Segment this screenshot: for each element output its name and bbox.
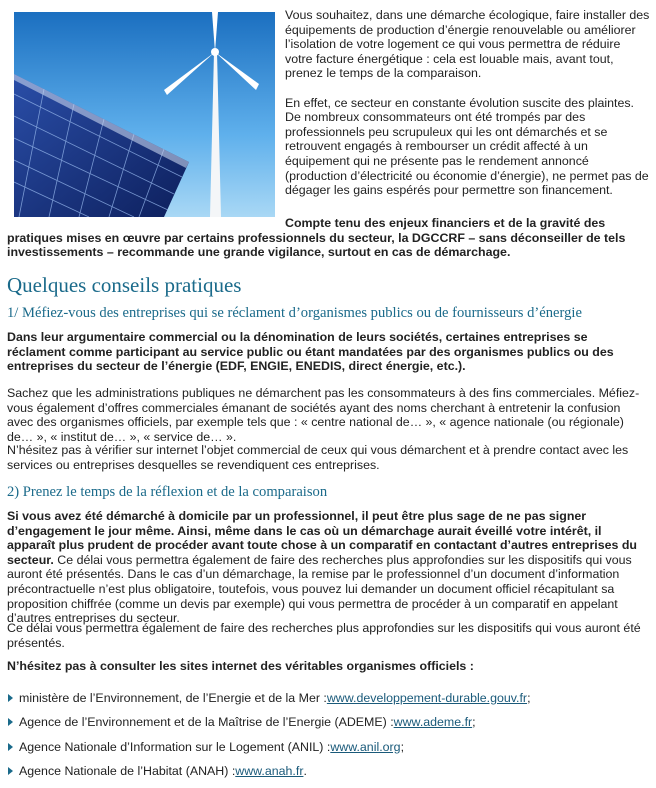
list-item <box>7 764 647 779</box>
link-label: Agence Nationale de l’Habitat (ANAH) : <box>19 764 236 778</box>
link-ademe[interactable]: www.ademe.fr <box>393 715 473 729</box>
intro-text <box>285 8 650 212</box>
list-item <box>7 739 647 754</box>
list-item <box>7 715 647 730</box>
link-end: ; <box>400 739 405 754</box>
s2-paragraph-2: Ce délai vous permettra également de faire des recherches plus approfondies sur les dispositifs qui vous auront été présentés. <box>7 621 641 650</box>
bullet-arrow-icon <box>8 718 13 726</box>
s2-sites-intro: N’hésitez pas à consulter les sites internet des véritables organismes officiels : <box>7 659 474 673</box>
s1-paragraph-1: Sachez que les administrations publiques ne démarchent pas les consommateurs à des fins commerciales. Méfiez-vous également d’offres commerciales émanant de sociétés ayant des noms cherchant à entretenir la confusion avec des organismes officiels, par exemple tels que : « centre national de… », « agence nationale (ou régionale) de… », « institut de… », « service de… ». <box>7 386 640 444</box>
bullet-arrow-icon <box>8 694 13 702</box>
link-label: Agence Nationale d’Information sur le Logement (ANIL) : <box>19 739 331 754</box>
link-anil[interactable]: www.anil.org <box>330 739 401 754</box>
s2-bold-text: Si vous avez été démarché à domicile par un professionnel, il peut être plus sage de ne pas signer d’engagement le jour même. Ainsi, même dans le cas où un démarchage aurait éveillé votre intérêt, il apparaît plus prudent de procéder avant toute chose à un comparatif en contactant d’autres entreprises du secteur. <box>7 509 637 567</box>
link-end: . <box>303 764 307 778</box>
intro-paragraph-2: En effet, ce secteur en constante évolution suscite des plaintes. De nombreux consommateurs ont été trompés par des professionnels peu scrupuleux qui les ont démarchés et se retrouvent engagés à rembourser un crédit affecté à un équipement qui ne présente pas le rendement annoncé (production d’électricité ou économie d’énergie), ne permet pas de dégager les gains espérés pour permettre son financement. <box>285 95 649 198</box>
s2-rest-text: Ce délai vous permettra également de faire des recherches plus approfondies sur les dispositifs qui vous auront été présentés. Dans le cas d’un démarchage, la remise par le professionnel d’un document d’information précontractuelle n’est plus obligatoire, toutefois, vous pouvez lui demander un document officiel récapitulant sa proposition chiffrée (comme un devis par exemple) qui vous permettra de procéder à un comparatif en appelant d’autres entreprises du secteur. <box>7 552 632 626</box>
link-end: ; <box>527 690 531 705</box>
list-item <box>7 690 647 705</box>
subsection-2-title: 2) Prenez le temps de la réflexion et de la comparaison <box>7 484 328 500</box>
link-label: Agence de l’Environnement et de la Maîtrise de l’Energie (ADEME) : <box>19 715 394 729</box>
link-label: ministère de l’Environnement, de l’Energie et de la Mer : <box>19 690 327 705</box>
solar-panels-wind-turbine-photo <box>14 12 275 217</box>
link-anah[interactable]: www.anah.fr <box>235 764 304 778</box>
bullet-arrow-icon <box>8 767 13 775</box>
subsection-1-title: 1/ Méfiez-vous des entreprises qui se réclament d’organismes publics ou de fournisseurs d’énergie <box>7 305 582 321</box>
section-title: Quelques conseils pratiques <box>7 273 242 297</box>
intro-paragraph-1: Vous souhaitez, dans une démarche écologique, faire installer des équipements de production d’énergie renouvelable ou améliorer l’isolation de votre logement ce qui vous permettra de réduire votre facture énergétique : cela est louable mais, avant tout, prenez le temps de la comparaison. <box>285 8 650 81</box>
link-developpement-durable[interactable]: www.developpement-durable.gouv.fr <box>326 690 528 705</box>
s1-paragraph-2: N’hésitez pas à vérifier sur internet l’objet commercial de ceux qui vous démarchent et à prendre contact avec les services ou entreprises desquelles se revendiquent ces entreprises. <box>7 443 629 472</box>
lead-paragraph: Compte tenu des enjeux financiers et de la gravité des pratiques mises en œuvre par certains professionnels du secteur, la DGCCRF – sans déconseiller de tels investissements – recommande une grande vigilance, surtout en cas de démarchage. <box>7 216 626 260</box>
s2-paragraph-1 <box>7 509 647 626</box>
link-end: ; <box>472 715 476 729</box>
bullet-arrow-icon <box>8 743 13 751</box>
s1-bold-paragraph: Dans leur argumentaire commercial ou la dénomination de leurs sociétés, certaines entreprises se réclament comme participant au service public ou étant mandatées par des organismes publics ou des entreprises du secteur de l’énergie (EDF, ENGIE, ENEDIS, direct énergie, etc.). <box>7 330 614 374</box>
official-sites-list <box>7 690 647 788</box>
